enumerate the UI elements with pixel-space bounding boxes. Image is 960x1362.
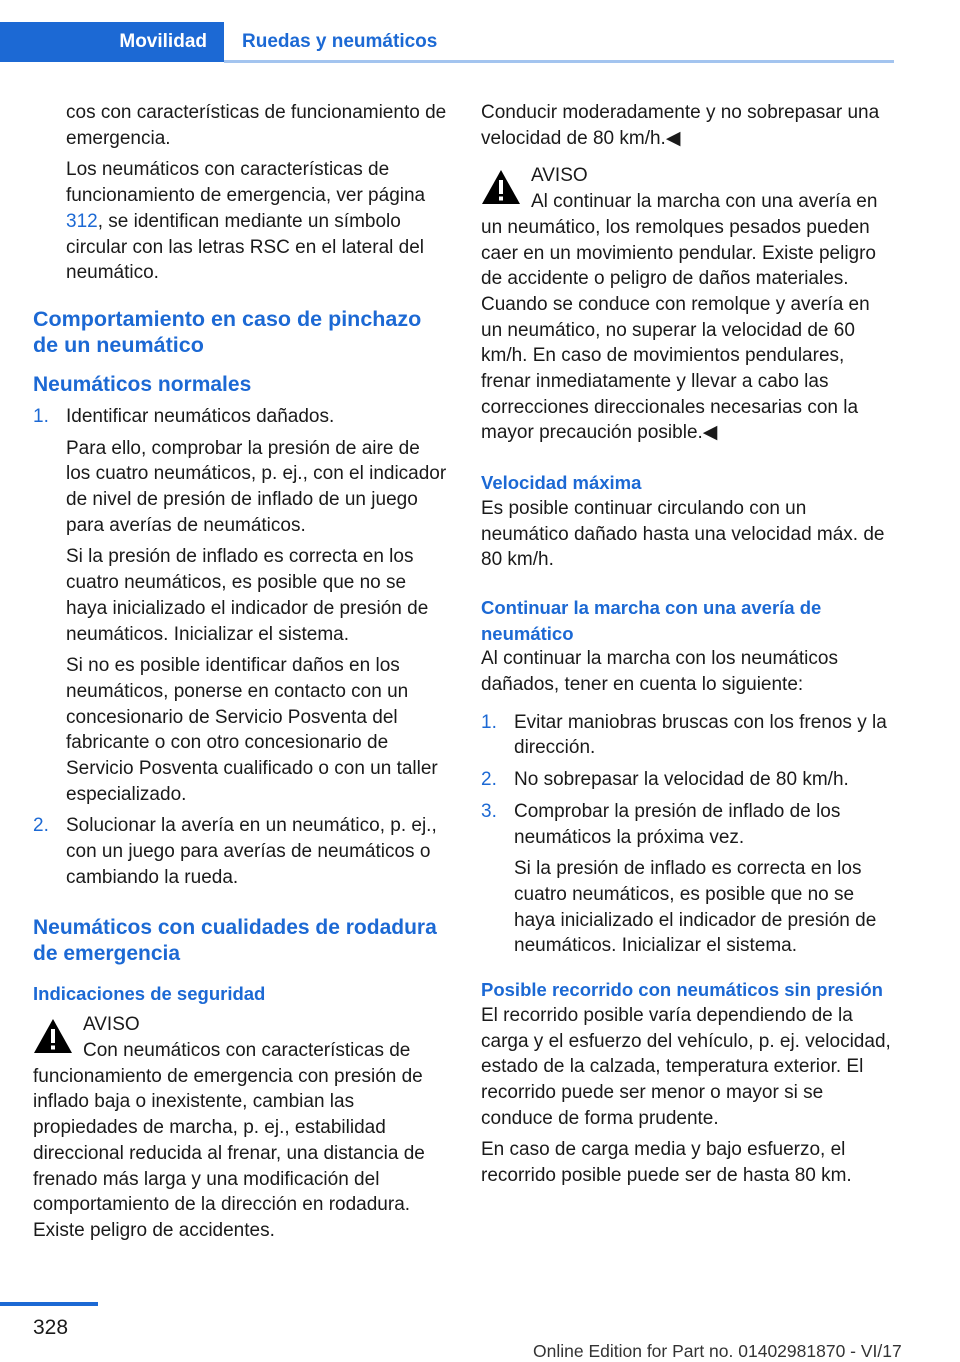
list-text: No sobrepasar la velocidad de 80 km/h. xyxy=(514,769,849,791)
paragraph xyxy=(66,157,447,286)
page-link[interactable]: 312 xyxy=(66,210,98,232)
footer-rule xyxy=(0,1302,98,1306)
heading-pinchazo: Comportamiento en caso de pinchazo de un neumático xyxy=(33,306,422,357)
paragraph: Es posible continuar circulando con un neumático dañado hasta una velocidad máx. de 80 km/h. xyxy=(481,497,885,571)
warning-block xyxy=(481,163,895,214)
intro-block xyxy=(33,100,447,286)
warning-label: AVISO xyxy=(83,1014,140,1036)
list-item xyxy=(481,767,895,793)
numbered-list xyxy=(481,710,895,959)
heading-normales: Neumáticos normales xyxy=(33,372,252,396)
left-column xyxy=(33,100,447,1250)
warning-icon xyxy=(481,169,521,205)
list-item xyxy=(481,799,895,959)
page-header xyxy=(0,0,960,62)
tab-ruedas-neumaticos[interactable]: Ruedas y neumáticos xyxy=(242,31,438,52)
list-number: 2. xyxy=(481,769,497,791)
text: Los neumáticos con características de funcionamiento de emergencia, ver página xyxy=(66,159,426,207)
heading-velocidad: Velocidad máxima xyxy=(481,472,642,494)
list-text: Evitar maniobras bruscas con los frenos y la dirección. xyxy=(514,711,887,759)
warning-label: AVISO xyxy=(531,165,588,187)
paragraph: El recorrido posible varía dependiendo de la carga y el esfuerzo del vehículo, p. ej. velocidad, estado de la calzada, temperatura exterior. El recorrido puede ser menor o mayor si se conduce de forma prudente. xyxy=(481,1004,891,1129)
list-number: 3. xyxy=(481,800,497,822)
edition-note: Online Edition for Part no. 01402981870 - VI/17 xyxy=(533,1341,902,1361)
paragraph: Al continuar la marcha con los neumáticos dañados, tener en cuenta lo siguiente: xyxy=(481,648,838,696)
heading-recorrido: Posible recorrido con neumáticos sin presión xyxy=(481,979,883,1001)
list-text: Si no es posible identificar daños en los neumáticos, ponerse en contacto con un concesionario de Servicio Posventa del fabricante o con otro concesionario de Servicio Posventa cualificado o con un taller especializado. xyxy=(66,655,438,805)
list-number: 1. xyxy=(33,405,49,427)
warning-text: funcionamiento de emergencia con presión de inflado baja o inexistente, cambian las propiedades de marcha, p. ej., estabilidad direccional reducida al frenar, una distancia de frenado más larga y una modificación del comportamiento de la dirección en rodadura. Existe peligro de accidentes. xyxy=(33,1065,425,1241)
list-item xyxy=(33,813,447,890)
header-rule xyxy=(224,60,894,63)
list-item xyxy=(481,710,895,761)
right-column xyxy=(481,100,895,1195)
list-number: 2. xyxy=(33,815,49,837)
page-number: 328 xyxy=(33,1316,69,1339)
list-item xyxy=(33,404,447,808)
list-text: Comprobar la presión de inflado de los neumáticos la próxima vez. xyxy=(514,800,841,848)
text: , se identifican mediante un símbolo circular con las letras RSC en el lateral del neumático. xyxy=(66,210,424,284)
warning-text-first: Con neumáticos con características de xyxy=(83,1039,411,1061)
warning-text-first: Al continuar la marcha con una avería en xyxy=(531,191,878,213)
heading-continuar: Continuar la marcha con una avería de neumático xyxy=(481,596,822,644)
list-text: Si la presión de inflado es correcta en los cuatro neumáticos, es posible que no se haya inicializado el indicador de presión de neumáticos. Inicializar el sistema. xyxy=(66,546,429,645)
numbered-list xyxy=(33,404,447,891)
tab-movilidad[interactable]: Movilidad xyxy=(0,22,224,62)
list-text: Solucionar la avería en un neumático, p. ej., con un juego para averías de neumáticos o cambiando la rueda. xyxy=(66,815,437,888)
list-number: 1. xyxy=(481,711,497,733)
paragraph: En caso de carga media y bajo esfuerzo, el recorrido posible puede ser de hasta 80 km. xyxy=(481,1139,852,1187)
heading-emergencia: Neumáticos con cualidades de rodadura de emergencia xyxy=(33,915,437,965)
heading-seguridad: Indicaciones de seguridad xyxy=(33,982,266,1004)
warning-text: un neumático, los remolques pesados pueden caer en un movimiento pendular. Existe peligro de accidente o peligro de daños materiales. Cuando se conduce con remolque y avería en un neumático, no superar la velocidad de 60 km/h. En caso de movimientos pendulares, frenar inmediatamente y llevar a cabo las correcciones direccionales necesarias con la mayor precaución posible.◀ xyxy=(481,216,877,444)
paragraph: cos con características de funcionamiento de emergencia. xyxy=(66,102,447,149)
warning-icon xyxy=(33,1018,73,1054)
list-text: Para ello, comprobar la presión de aire de los cuatro neumáticos, p. ej., con el indicador de nivel de presión de inflado de un juego para averías de neumáticos. xyxy=(66,437,447,536)
warning-block xyxy=(33,1012,447,1063)
paragraph: Conducir moderadamente y no sobrepasar una velocidad de 80 km/h.◀ xyxy=(481,102,880,149)
list-text: Identificar neumáticos dañados. xyxy=(66,405,335,427)
list-text: Si la presión de inflado es correcta en los cuatro neumáticos, es posible que no se haya inicializado el indicador de presión de neumáticos. Inicializar el sistema. xyxy=(514,858,877,957)
